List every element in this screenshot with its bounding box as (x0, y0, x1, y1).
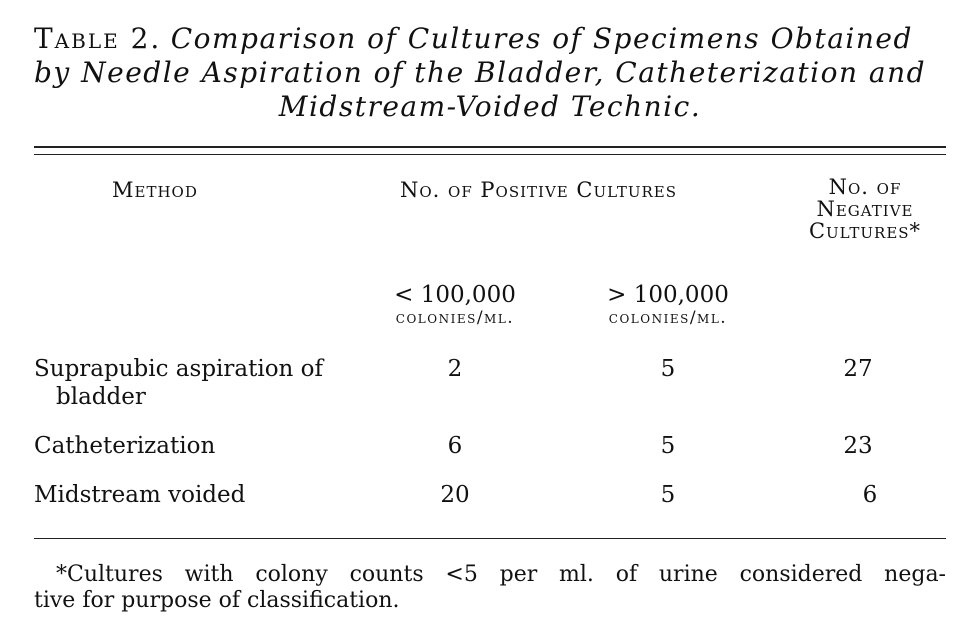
cell-negative-count: 27 (843, 356, 873, 382)
header-negative-line-3: Cultures* (808, 219, 922, 243)
row-method-label: Midstream voided (34, 482, 246, 508)
subheader-above-100000 (573, 282, 763, 328)
cell-negative-count: 23 (843, 433, 873, 459)
caption-line-1 (34, 22, 946, 56)
footnote-line-1: *Cultures with colony counts <5 per ml. of urine considered nega- (56, 562, 946, 587)
header-negative-cultures (790, 176, 940, 242)
subheader-low-unit: colonies/ml. (395, 308, 515, 328)
cell-high-count: 5 (660, 482, 676, 508)
cell-high-count: 5 (660, 356, 676, 382)
cell-negative-count: 6 (862, 482, 878, 508)
header-positive-cultures: No. of Positive Cultures (400, 178, 678, 202)
top-rule-1 (34, 146, 946, 148)
caption-title-part-3: Midstream-Voided Technic. (278, 90, 702, 123)
header-negative-line-1: No. of (828, 175, 902, 199)
table-caption (34, 22, 946, 124)
cell-low-count: 6 (447, 433, 463, 459)
caption-title-part-1: Comparison of Cultures of Specimens Obtained (170, 22, 913, 55)
table-label: Table 2. (34, 22, 162, 55)
header-negative-line-2: Negative (816, 197, 914, 221)
table-footnote (34, 562, 946, 614)
subheader-high-unit: colonies/ml. (608, 308, 728, 328)
caption-title-part-2: by Needle Aspiration of the Bladder, Catheterization and (34, 56, 927, 89)
row-method-label (34, 355, 323, 411)
top-rule-2 (34, 154, 946, 155)
footnote-line-2: tive for purpose of classification. (34, 588, 400, 613)
method-text-line-2: bladder (56, 384, 146, 410)
bottom-rule (34, 538, 946, 539)
method-text-line-1: Suprapubic aspiration of (34, 356, 324, 382)
subheader-low-count: < 100,000 (394, 282, 516, 308)
cell-low-count: 2 (447, 356, 463, 382)
cell-low-count: 20 (440, 482, 470, 508)
cell-high-count: 5 (660, 433, 676, 459)
header-method: Method (112, 178, 198, 202)
row-method-label: Catheterization (34, 433, 216, 459)
subheader-below-100000 (360, 282, 550, 328)
subheader-high-count: > 100,000 (607, 282, 729, 308)
